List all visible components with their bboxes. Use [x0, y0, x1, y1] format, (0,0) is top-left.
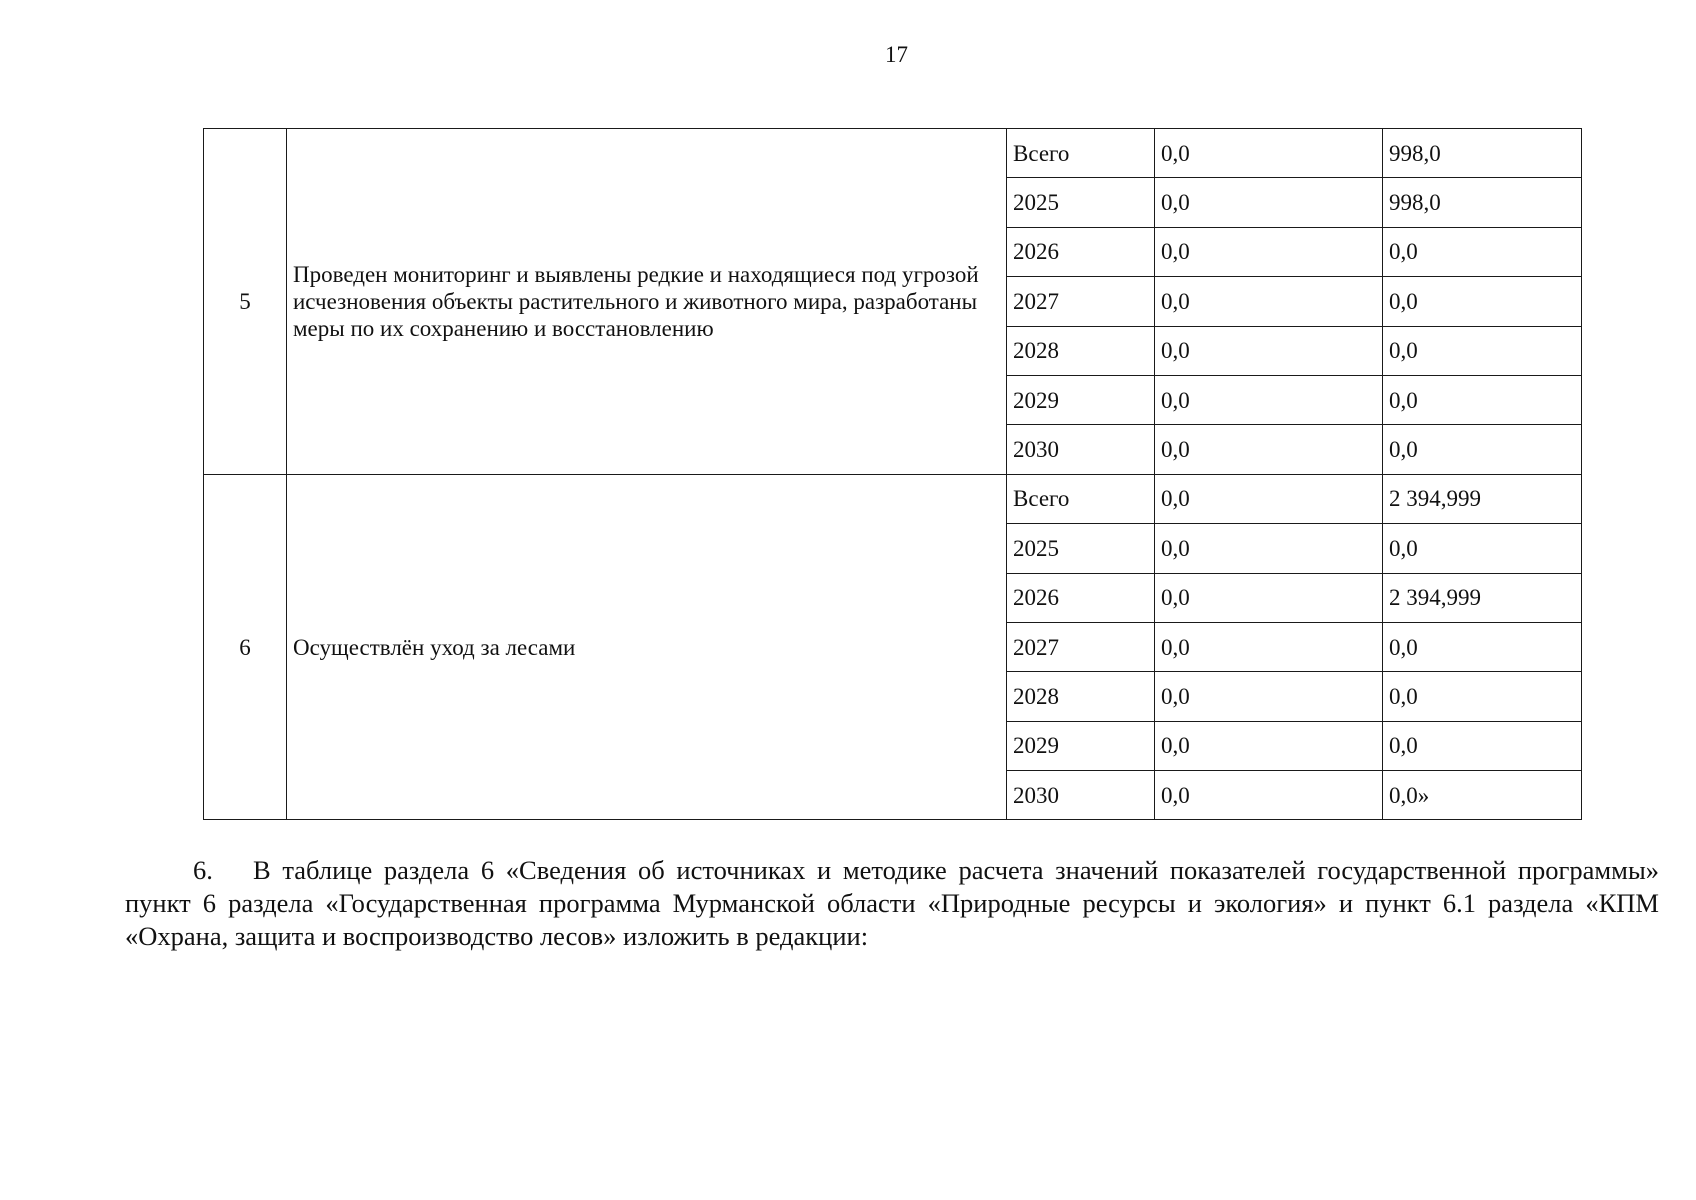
- value-cell-b: 2 394,999: [1383, 474, 1582, 523]
- row-number-cell: 6: [204, 474, 287, 820]
- value-cell-b: 0,0: [1383, 524, 1582, 573]
- period-cell: 2027: [1007, 622, 1155, 671]
- value-cell-a: 0,0: [1155, 474, 1383, 523]
- value-cell-b: 0,0: [1383, 227, 1582, 276]
- result-description-cell: Проведен мониторинг и выявлены редкие и находящиеся под угрозой исчезновения объекты растительного и животного мира, разработаны меры по их сохранению и восстановлению: [287, 129, 1007, 475]
- row-number-cell: 5: [204, 129, 287, 475]
- value-cell-b: 2 394,999: [1383, 573, 1582, 622]
- value-cell-a: 0,0: [1155, 227, 1383, 276]
- value-cell-a: 0,0: [1155, 771, 1383, 820]
- result-description-cell: Осуществлён уход за лесами: [287, 474, 1007, 820]
- value-cell-b: 998,0: [1383, 129, 1582, 178]
- value-cell-b: 0,0»: [1383, 771, 1582, 820]
- period-cell: 2025: [1007, 178, 1155, 227]
- period-cell: Всего: [1007, 474, 1155, 523]
- paragraph-text: В таблице раздела 6 «Сведения об источниках и методике расчета значений показателей государственной программы» пункт 6 раздела «Государственная программа Мурманской области «Природные ресурсы и экология» и пункт 6.1 раздела «КПМ «Охрана, защита и воспроизводство лесов» изложить в редакции:: [125, 855, 1659, 951]
- period-cell: 2029: [1007, 721, 1155, 770]
- period-cell: 2028: [1007, 672, 1155, 721]
- value-cell-a: 0,0: [1155, 326, 1383, 375]
- value-cell-b: 998,0: [1383, 178, 1582, 227]
- value-cell-a: 0,0: [1155, 425, 1383, 474]
- value-cell-b: 0,0: [1383, 375, 1582, 424]
- period-cell: 2030: [1007, 771, 1155, 820]
- period-cell: 2026: [1007, 573, 1155, 622]
- value-cell-b: 0,0: [1383, 672, 1582, 721]
- value-cell-a: 0,0: [1155, 375, 1383, 424]
- period-cell: 2026: [1007, 227, 1155, 276]
- value-cell-a: 0,0: [1155, 672, 1383, 721]
- value-cell-a: 0,0: [1155, 277, 1383, 326]
- value-cell-b: 0,0: [1383, 622, 1582, 671]
- period-cell: 2030: [1007, 425, 1155, 474]
- paragraph-number: 6.: [193, 855, 213, 885]
- value-cell-b: 0,0: [1383, 277, 1582, 326]
- table-row: [204, 129, 1582, 178]
- value-cell-b: 0,0: [1383, 425, 1582, 474]
- period-cell: 2027: [1007, 277, 1155, 326]
- table-body: [204, 129, 1582, 820]
- value-cell-b: 0,0: [1383, 326, 1582, 375]
- value-cell-a: 0,0: [1155, 573, 1383, 622]
- paragraph-6: [125, 854, 1659, 953]
- page-number: 17: [885, 42, 908, 67]
- value-cell-a: 0,0: [1155, 129, 1383, 178]
- value-cell-a: 0,0: [1155, 524, 1383, 573]
- value-cell-a: 0,0: [1155, 622, 1383, 671]
- period-cell: 2029: [1007, 375, 1155, 424]
- value-cell-a: 0,0: [1155, 721, 1383, 770]
- value-cell-a: 0,0: [1155, 178, 1383, 227]
- period-cell: Всего: [1007, 129, 1155, 178]
- value-cell-b: 0,0: [1383, 721, 1582, 770]
- period-cell: 2028: [1007, 326, 1155, 375]
- table-row: [204, 474, 1582, 523]
- budget-table: [203, 128, 1582, 820]
- period-cell: 2025: [1007, 524, 1155, 573]
